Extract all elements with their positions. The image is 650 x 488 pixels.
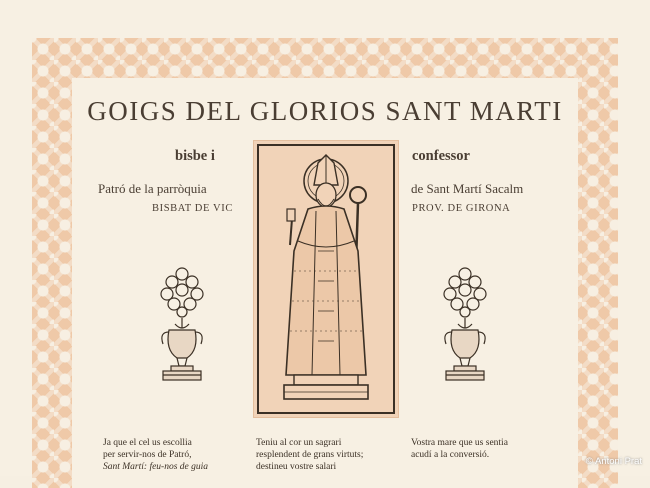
diocese-line: BISBAT DE VIC [152, 203, 233, 214]
page-title: GOIGS DEL GLORIOS SANT MARTI [87, 96, 563, 126]
parish-line: Patró de la parròquia [98, 181, 207, 196]
flower-vase-right-icon [438, 262, 492, 391]
verse-line: acudí a la conversió. [411, 450, 490, 460]
verse-line: resplendent de grans virtuts; [256, 450, 364, 460]
verse-line: per servir-nos de Patró, [103, 450, 192, 460]
subtitle-left: bisbe i [175, 148, 215, 164]
verse-line: Vostra mare que us sentia [411, 438, 508, 448]
flower-vase-left-icon [155, 262, 209, 391]
subtitle-right: confessor [412, 148, 470, 164]
saint-engraving [253, 140, 399, 418]
verse-line: Teniu al cor un sagrari [256, 438, 342, 448]
verse-line: destineu vostre salari [256, 462, 337, 472]
verse-column-3 [411, 437, 508, 461]
photo-credit: © Antoni Prat [585, 456, 642, 467]
verse-line: Ja que el cel us escollia [103, 438, 192, 448]
verse-column-2 [256, 437, 363, 473]
verse-column-1 [103, 437, 208, 473]
place-line: de Sant Martí Sacalm [411, 181, 524, 196]
province-line: PROV. DE GIRONA [412, 203, 511, 214]
verse-line: Sant Martí: feu-nos de guia [103, 462, 209, 472]
